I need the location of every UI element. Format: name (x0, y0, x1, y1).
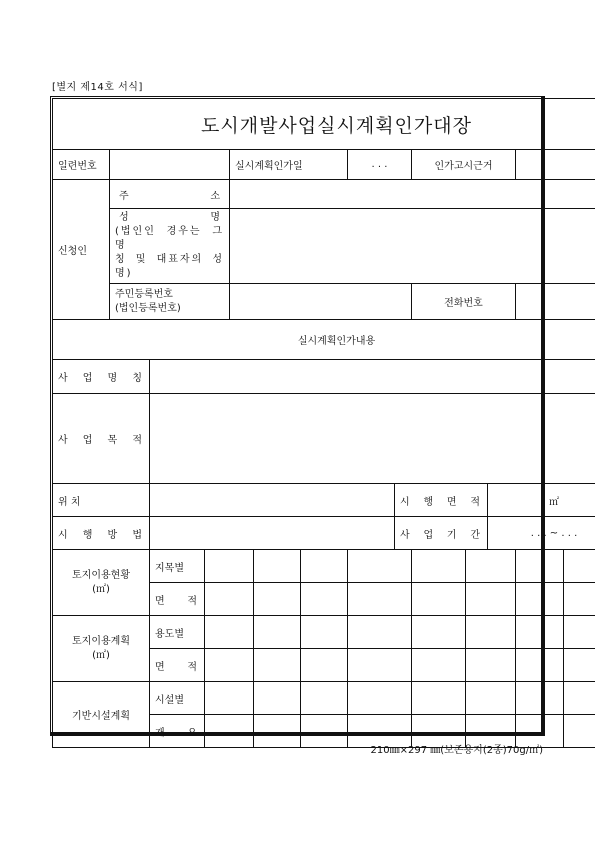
use-type-cell[interactable] (412, 616, 466, 649)
name-label-char-a: 성 (119, 212, 129, 223)
use-type-cell[interactable] (254, 616, 301, 649)
facility-summary-cell[interactable] (254, 715, 301, 748)
name-label-char-b: 명 (210, 212, 220, 223)
registration-number-label-line-1: 주민등록번호 (115, 288, 173, 300)
land-current-area-cell[interactable] (301, 583, 348, 616)
use-type-cell[interactable] (466, 616, 516, 649)
project-purpose-label: 사 업 목 적 (53, 394, 150, 484)
facility-summary-cell[interactable] (205, 715, 254, 748)
land-use-plan-label-line-2: (㎡) (92, 649, 110, 661)
use-type-cell[interactable] (348, 616, 412, 649)
address-field[interactable] (230, 180, 595, 209)
facility-summary-cell[interactable] (301, 715, 348, 748)
use-type-cell[interactable] (564, 616, 595, 649)
project-purpose-field[interactable] (150, 394, 595, 484)
use-type-cell[interactable] (301, 616, 348, 649)
name-note-line-1: (법인인 경우는 그 명 (115, 226, 224, 251)
applicant-label: 신청인 (53, 180, 110, 320)
land-plan-area-cell[interactable] (301, 649, 348, 682)
use-type-label: 용도별 (150, 616, 205, 649)
land-plan-area-cell[interactable] (205, 649, 254, 682)
land-plan-area-cell[interactable] (348, 649, 412, 682)
use-type-cell[interactable] (516, 616, 564, 649)
land-use-current-label-line-2: (㎡) (92, 583, 110, 595)
land-current-area-cell[interactable] (205, 583, 254, 616)
project-area-label: 시 행 면 적 (395, 484, 488, 517)
land-category-cell[interactable] (301, 550, 348, 583)
land-category-cell[interactable] (205, 550, 254, 583)
location-field[interactable] (150, 484, 395, 517)
permit-date-label: 실시계획인가일 (230, 150, 348, 180)
land-plan-area-label: 면 적 (150, 649, 205, 682)
registration-number-label-line-2: (법인등록번호) (115, 302, 181, 314)
serial-number-label: 일련번호 (53, 150, 110, 180)
project-name-field[interactable] (150, 360, 595, 394)
project-period-field[interactable]: . . . ~ . . . (488, 517, 595, 550)
facility-type-cell[interactable] (205, 682, 254, 715)
land-use-plan-label (53, 616, 150, 682)
land-use-current-label (53, 550, 150, 616)
land-plan-area-cell[interactable] (466, 649, 516, 682)
project-name-label: 사 업 명 칭 (53, 360, 150, 394)
land-category-cell[interactable] (348, 550, 412, 583)
notice-basis-field[interactable] (516, 150, 595, 180)
land-current-area-cell[interactable] (254, 583, 301, 616)
execution-method-label: 시 행 방 법 (53, 517, 150, 550)
land-current-area-label: 면 적 (150, 583, 205, 616)
facility-type-cell[interactable] (564, 682, 595, 715)
facility-type-cell[interactable] (412, 682, 466, 715)
land-category-cell[interactable] (466, 550, 516, 583)
land-category-cell[interactable] (564, 550, 595, 583)
phone-label: 전화번호 (412, 284, 516, 320)
phone-field[interactable] (516, 284, 595, 320)
land-current-area-cell[interactable] (564, 583, 595, 616)
form-number-label: [별지 제14호 서식] (52, 82, 143, 93)
address-label-char-b: 소 (210, 190, 220, 202)
facility-summary-label: 개 요 (150, 715, 205, 748)
land-plan-area-cell[interactable] (564, 649, 595, 682)
project-period-label: 사 업 기 간 (395, 517, 488, 550)
permit-register-table (52, 98, 595, 748)
registration-number-field[interactable] (230, 284, 412, 320)
land-use-current-label-line-1: 토지이용현황 (72, 569, 130, 581)
execution-method-field[interactable] (150, 517, 395, 550)
paper-spec-footer: 210㎜×297 ㎜(보존용지(2종)70g/㎡) (370, 745, 543, 756)
location-label (53, 484, 150, 517)
infrastructure-plan-label: 기반시설계획 (53, 682, 150, 748)
name-field[interactable] (230, 209, 595, 284)
name-note-line-2: 칭 및 대표자의 성명) (115, 254, 224, 279)
project-area-field[interactable]: ㎡ (488, 484, 595, 517)
land-category-cell[interactable] (254, 550, 301, 583)
name-label (110, 209, 230, 284)
land-plan-area-cell[interactable] (412, 649, 466, 682)
facility-type-cell[interactable] (466, 682, 516, 715)
land-current-area-cell[interactable] (348, 583, 412, 616)
permit-content-header: 실시계획인가내용 (53, 320, 595, 360)
address-label-char-a: 주 (119, 190, 129, 202)
use-type-cell[interactable] (205, 616, 254, 649)
facility-type-label: 시설별 (150, 682, 205, 715)
facility-type-cell[interactable] (516, 682, 564, 715)
facility-type-cell[interactable] (348, 682, 412, 715)
address-label (110, 180, 230, 209)
land-current-area-cell[interactable] (466, 583, 516, 616)
location-label-text: 위 치 (58, 496, 81, 508)
land-category-cell[interactable] (516, 550, 564, 583)
serial-number-field[interactable] (110, 150, 230, 180)
land-current-area-cell[interactable] (412, 583, 466, 616)
land-category-label: 지목별 (150, 550, 205, 583)
land-category-cell[interactable] (412, 550, 466, 583)
registration-number-label (110, 284, 230, 320)
notice-basis-label: 인가고시근거 (412, 150, 516, 180)
permit-date-field[interactable]: . . . (348, 150, 412, 180)
facility-summary-cell[interactable] (564, 715, 595, 748)
land-plan-area-cell[interactable] (516, 649, 564, 682)
register-title: 도시개발사업실시계획인가대장 (53, 99, 595, 150)
land-current-area-cell[interactable] (516, 583, 564, 616)
land-plan-area-cell[interactable] (254, 649, 301, 682)
land-use-plan-label-line-1: 토지이용계획 (72, 635, 130, 647)
facility-type-cell[interactable] (254, 682, 301, 715)
facility-type-cell[interactable] (301, 682, 348, 715)
